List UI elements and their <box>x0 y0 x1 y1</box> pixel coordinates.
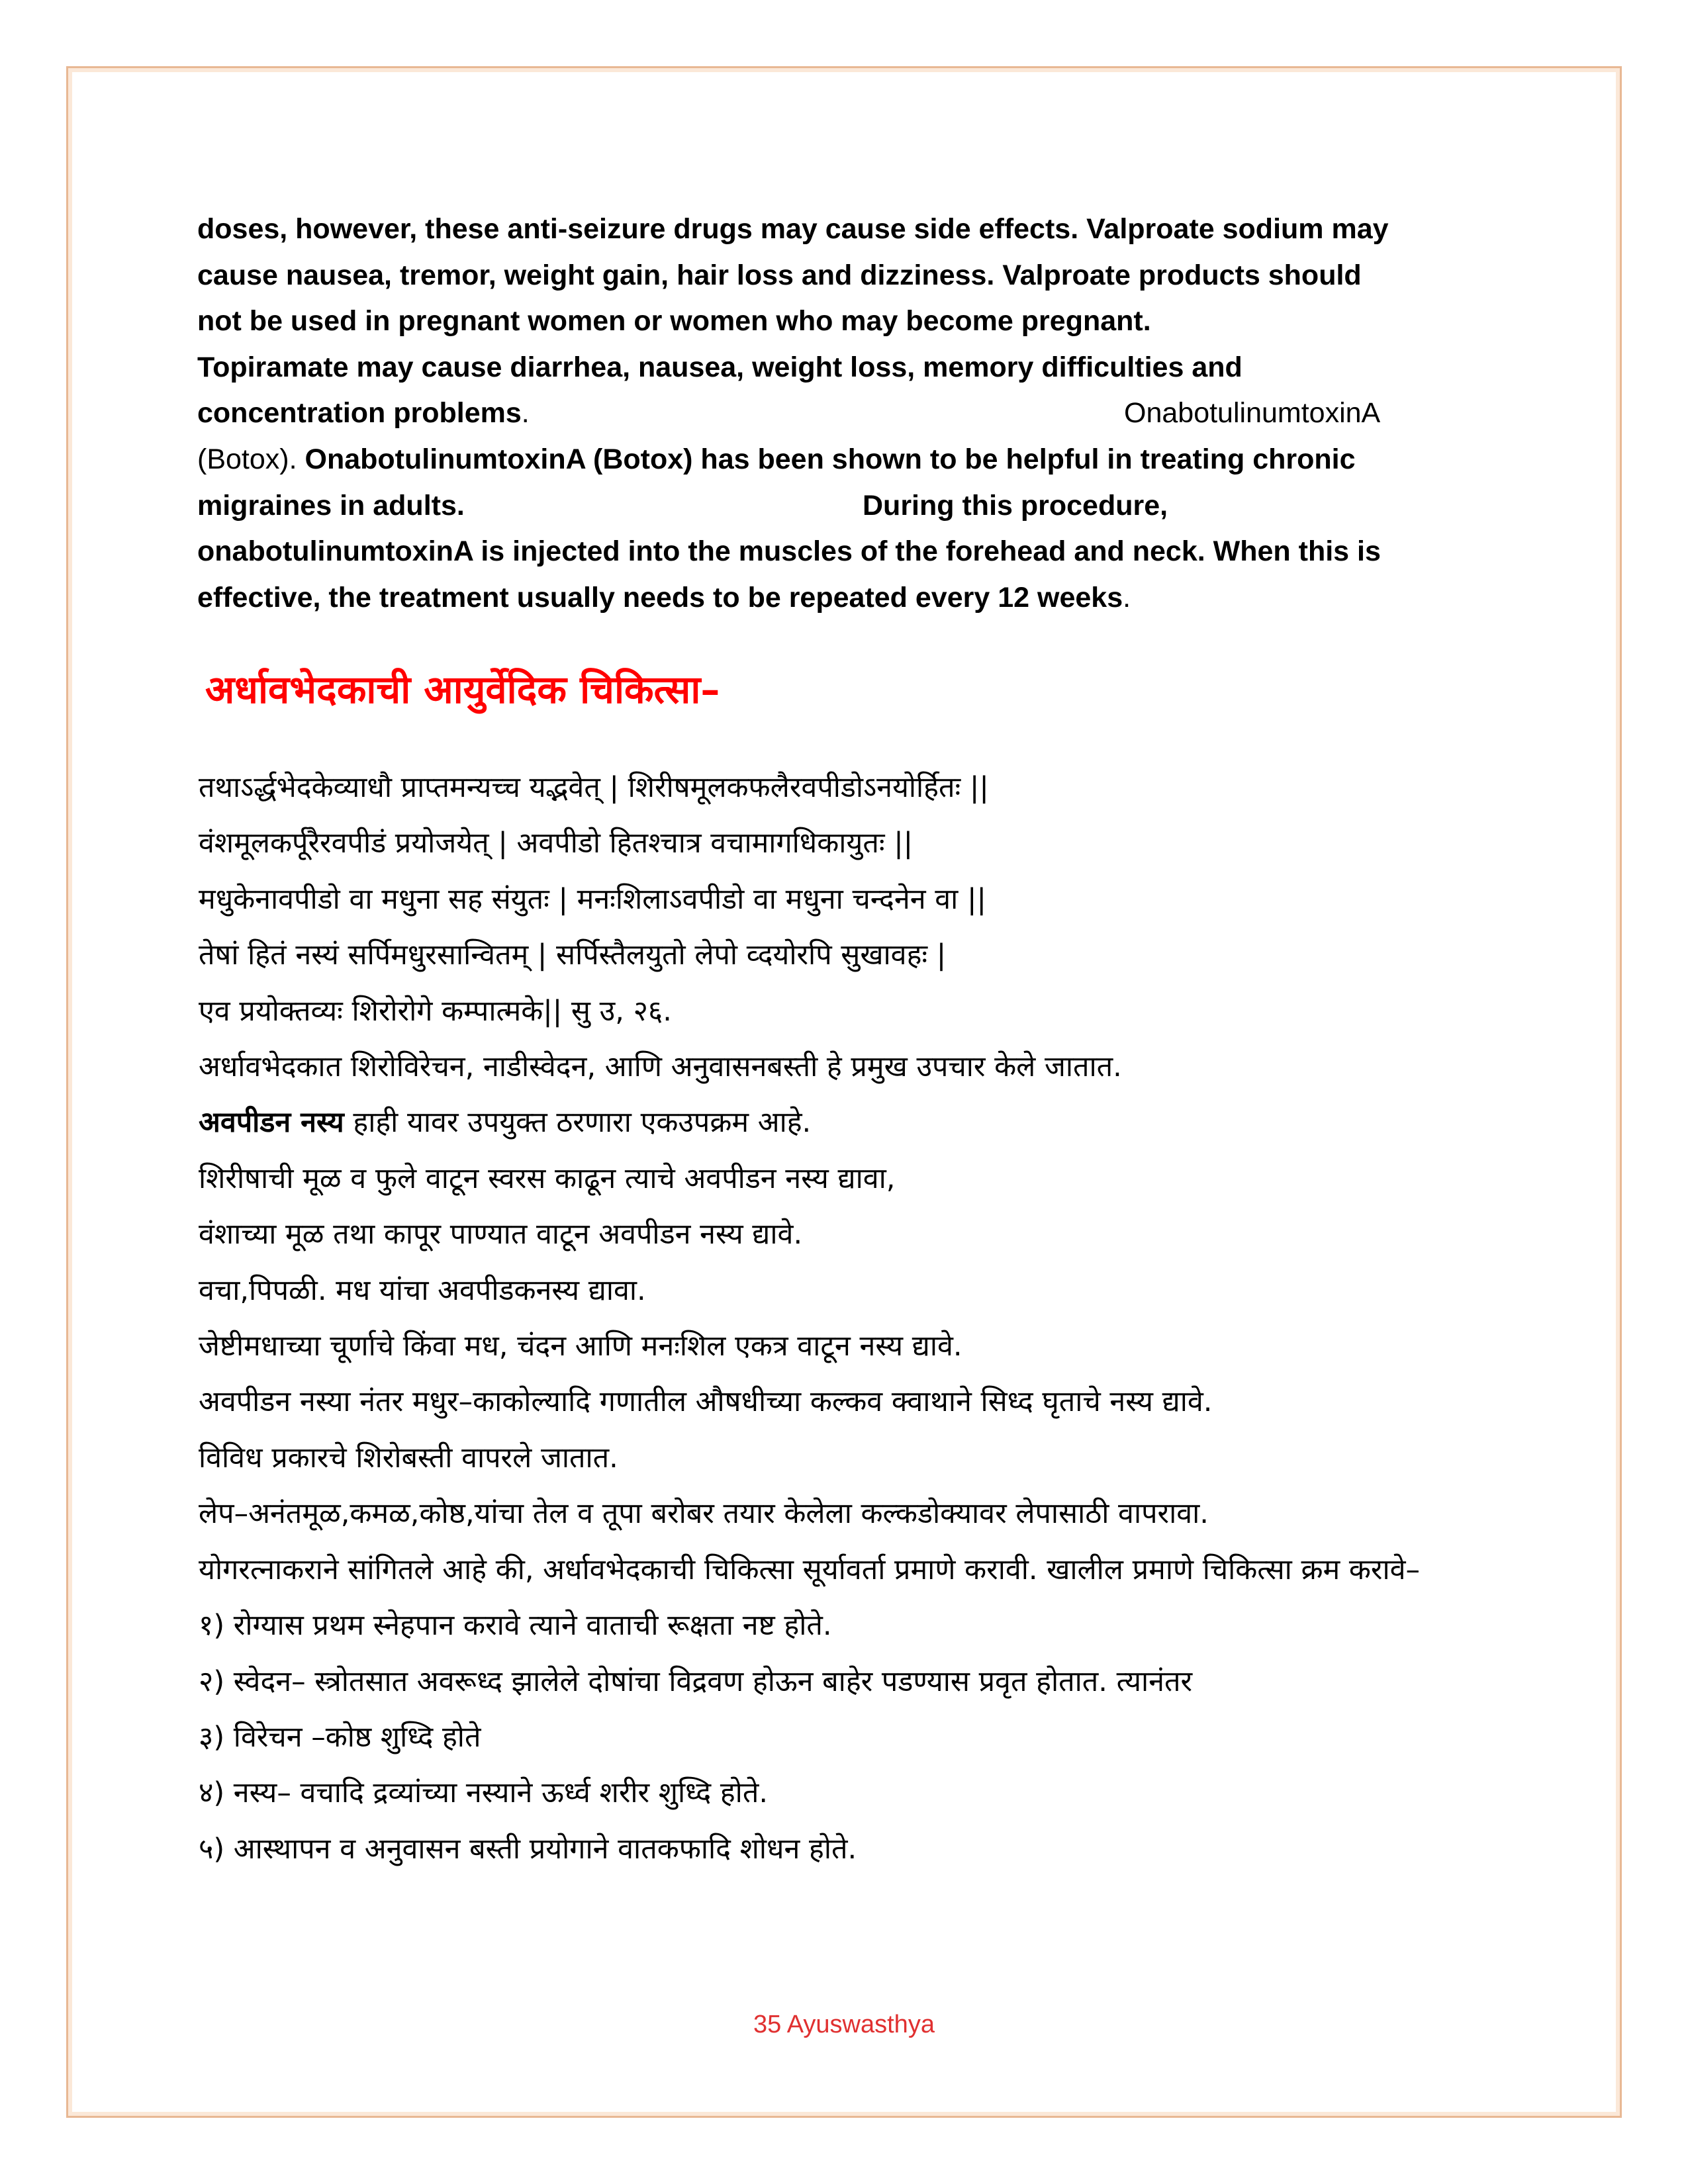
body-line: अर्धावभेदकात शिरोविरेचन, नाडीस्वेदन, आणि अनुवासनबस्ती हे प्रमुख उपचार केले जातात. <box>199 1050 1122 1084</box>
english-normal-text: . <box>521 397 530 430</box>
english-bold-text: effective, the treatment usually needs to be repeated every 12 weeks <box>197 581 1123 614</box>
english-line: onabotulinumtoxinA is injected into the muscles of the forehead and neck. When this is <box>197 535 1381 568</box>
body-line: जेष्टीमधाच्या चूर्णाचे किंवा मध, चंदन आणि मनःशिल एकत्र वाटून नस्य द्यावे. <box>199 1330 962 1363</box>
english-line <box>197 390 1495 437</box>
english-bold-text: OnabotulinumtoxinA (Botox) has been shown to be helpful in treating chronic <box>305 443 1356 475</box>
shloka-line: तथाऽर्द्धभेदकेव्याधौ प्राप्तमन्यच्च यद्भवेत् | शिरीषमूलकफलैरवपीडोऽनयोर्हितः || <box>199 771 989 804</box>
body-paragraph: योगरत्नाकराने सांगितले आहे की, अर्धावभेदकाची चिकित्सा सूर्यावर्ता प्रमाणे करावी. खालील प्रमाणे चिकित्सा क्रम करावे– <box>199 1553 1421 1586</box>
page-footer: 35 Ayuswasthya <box>753 2011 935 2038</box>
english-line <box>197 483 1495 529</box>
english-bold-text: concentration problems <box>197 397 522 430</box>
body-line: शिरीषाची मूळ व फुले वाटून स्वरस काढून त्याचे अवपीडन नस्य द्यावा, <box>199 1161 896 1195</box>
body-line: लेप–अनंतमूळ,कमळ,कोष्ठ,यांचा तेल व तूपा बरोबर तयार केलेला कल्कडोक्यावर लेपासाठी वापरावा. <box>199 1497 1209 1531</box>
english-right-text: OnabotulinumtoxinA <box>1124 397 1381 430</box>
marathi-body <box>199 760 1496 1877</box>
section-heading: अर्धावभेदकाची आयुर्वेदिक चिकित्सा– <box>205 667 720 712</box>
english-right-text: During this procedure, <box>863 489 1168 522</box>
english-normal-text: (Botox). <box>197 443 305 475</box>
english-line: cause nausea, tremor, weight gain, hair loss and dizziness. Valproate products should <box>197 259 1362 291</box>
english-line: doses, however, these anti-seizure drugs may cause side effects. Valproate sodium may <box>197 213 1389 245</box>
body-line: वचा,पिपळी. मध यांचा अवपीडकनस्य द्यावा. <box>199 1273 646 1307</box>
english-normal-text: . <box>1123 581 1131 614</box>
step-item: १) रोग्यास प्रथम स्नेहपान करावे त्याने वाताची रूक्षता नष्ट होते. <box>199 1609 832 1643</box>
english-line: Topiramate may cause diarrhea, nausea, weight loss, memory difficulties and <box>197 351 1243 383</box>
shloka-line: मधुकेनावपीडो वा मधुना सह संयुतः | मनःशिलाऽवपीडो वा मधुना चन्दनेन वा || <box>199 882 986 916</box>
body-text: हाही यावर उपयुक्त ठरणारा एकउपक्रम आहे. <box>344 1106 812 1140</box>
body-line: अवपीडन नस्या नंतर मधुर–काकोल्यादि गणातील औषधीच्या कल्कव क्वाथाने सिध्द घृताचे नस्य द्यावे. <box>199 1385 1213 1419</box>
avapidan-bold-term: अवपीडन नस्य <box>199 1106 344 1140</box>
step-item: २) स्वेदन– स्त्रोतसात अवरूध्द झालेले दोषांचा विद्रवण होऊन बाहेर पडण्यास प्रवृत होतात. त्यानंतर <box>199 1664 1193 1698</box>
body-line: विविध प्रकारचे शिरोबस्ती वापरले जातात. <box>199 1441 618 1475</box>
english-line <box>197 437 1495 483</box>
english-bold-text: migraines in adults. <box>197 489 465 522</box>
body-line: वंशाच्या मूळ तथा कापूर पाण्यात वाटून अवपीडन नस्य द्यावे. <box>199 1218 803 1251</box>
english-line <box>197 575 1495 621</box>
english-paragraph <box>197 206 1495 621</box>
step-item: ३) विरेचन –कोष्ठ शुध्दि होते <box>199 1720 481 1754</box>
english-line: not be used in pregnant women or women who may become pregnant. <box>197 305 1151 338</box>
body-line <box>199 1095 1496 1150</box>
step-item: ५) आस्थापन व अनुवासन बस्ती प्रयोगाने वातकफादि शोधन होते. <box>199 1832 857 1866</box>
shloka-line: वंशमूलकर्पूरैरवपीडं प्रयोजयेत् | अवपीडो हितश्चात्र वचामागधिकायुतः || <box>199 827 914 860</box>
step-item: ४) नस्य– वचादि द्रव्यांच्या नस्याने ऊर्ध्व शरीर शुध्दि होते. <box>199 1776 768 1810</box>
shloka-line: तेषां हितं नस्यं सर्पिमधुरसान्वितम् | सर्पिस्तैलयुतो लेपो व्दयोरपि सुखावहः | <box>199 938 947 972</box>
shloka-line: एव प्रयोक्तव्यः शिरोरोगे कम्पात्मके|| सु उ, २६. <box>199 994 672 1028</box>
